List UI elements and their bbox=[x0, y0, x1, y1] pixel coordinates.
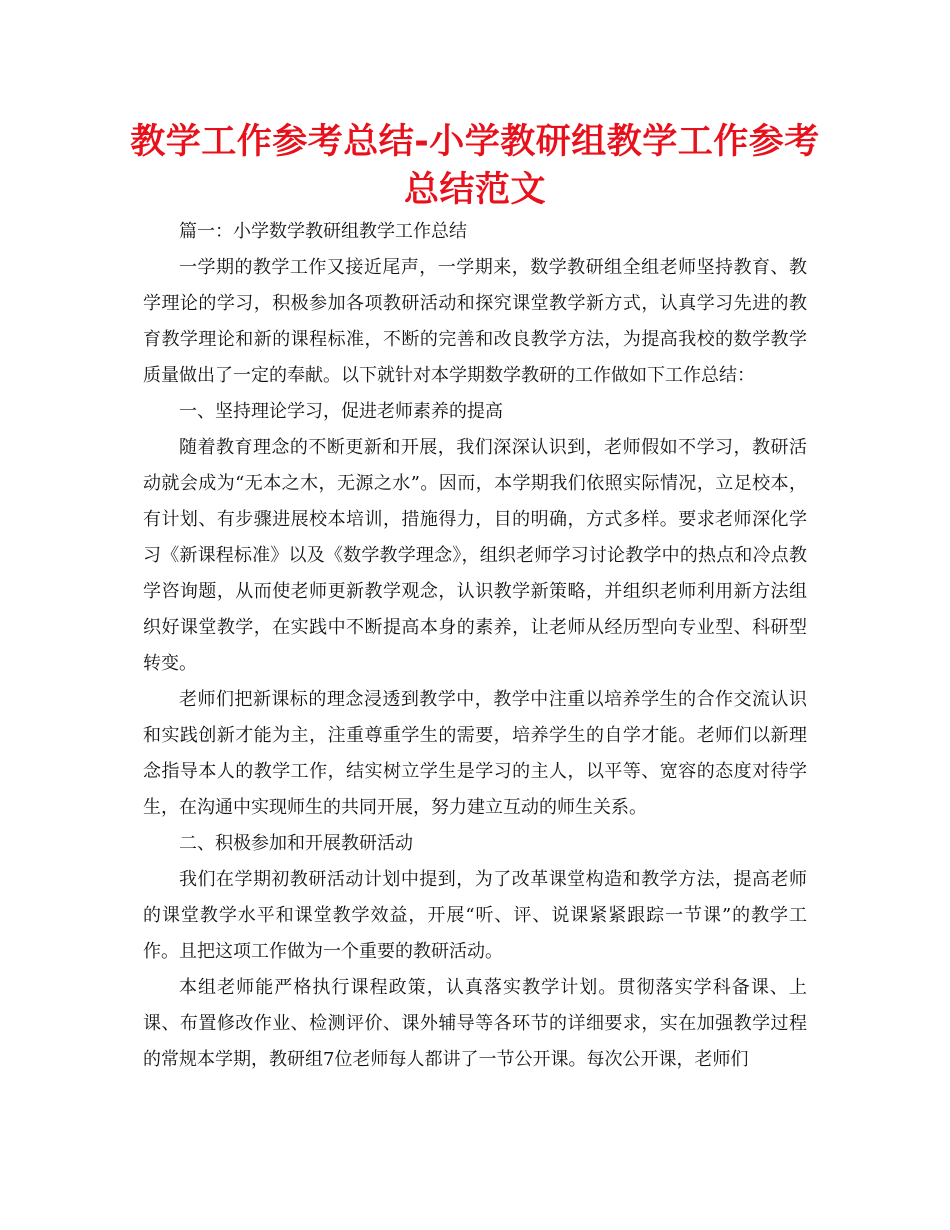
paragraph-intro: 一学期的教学工作又接近尾声，一学期来，数学教研组全组老师坚持教育、教学理论的学习，积极参加各项教研活动和探究课堂教学新方式，认真学习先进的教育教学理论和新的课程标准，不断的完善和改良教学方法，为提高我校的数学教学质量做出了一定的奉献。以下就针对本学期数学教研的工作做如下工作总结： bbox=[143, 257, 807, 386]
section-heading-one: 一、坚持理论学习，促进老师素养的提高 bbox=[179, 401, 503, 422]
paragraph-new-curriculum: 老师们把新课标的理念浸透到教学中，教学中注重以培养学生的合作交流认识和实践创新才能为主，注重尊重学生的需要，培养学生的自学才能。老师们以新理念指导本人的教学工作，结实树立学生是学习的主人，以平等、宽容的态度对待学生，在沟通中实现师生的共同开展，努力建立互动的师生关系。 bbox=[143, 689, 807, 818]
section-heading-two: 二、积极参加和开展教研活动 bbox=[179, 833, 413, 854]
section-heading-part-one: 篇一：小学数学教研组教学工作总结 bbox=[179, 221, 467, 242]
paragraph-course-policy: 本组老师能严格执行课程政策，认真落实教学计划。贯彻落实学科备课、上课、布置修改作业、检测评价、课外辅导等各环节的详细要求，实在加强教学过程的常规本学期，教研组7位老师每人都讲了一节公开课。每次公开课，老师们 bbox=[143, 977, 807, 1070]
paragraph-theory-learning: 随着教育理念的不断更新和开展，我们深深认识到，老师假如不学习，教研活动就会成为“无本之木，无源之水”。因而，本学期我们依照实际情况，立足校本，有计划、有步骤进展校本培训，措施得力，目的明确，方式多样。要求老师深化学习《新课程标准》以及《数学教学理念》，组织老师学习讨论教学中的热点和冷点教学咨询题，从而使老师更新教学观念，认识教学新策略，并组织老师利用新方法组织好课堂教学，在实践中不断提高本身的素养，让老师从经历型向专业型、科研型转变。 bbox=[143, 437, 807, 674]
document-body bbox=[143, 214, 807, 1078]
paragraph-teaching-research-plan: 我们在学期初教研活动计划中提到，为了改革课堂构造和教学方法，提高老师的课堂教学水平和课堂教学效益，开展“听、评、说课紧紧跟踪一节课”的教学工作。且把这项工作做为一个重要的教研活动。 bbox=[143, 869, 807, 962]
document-title: 教学工作参考总结-小学教研组教学工作参考总结范文 bbox=[130, 122, 820, 210]
